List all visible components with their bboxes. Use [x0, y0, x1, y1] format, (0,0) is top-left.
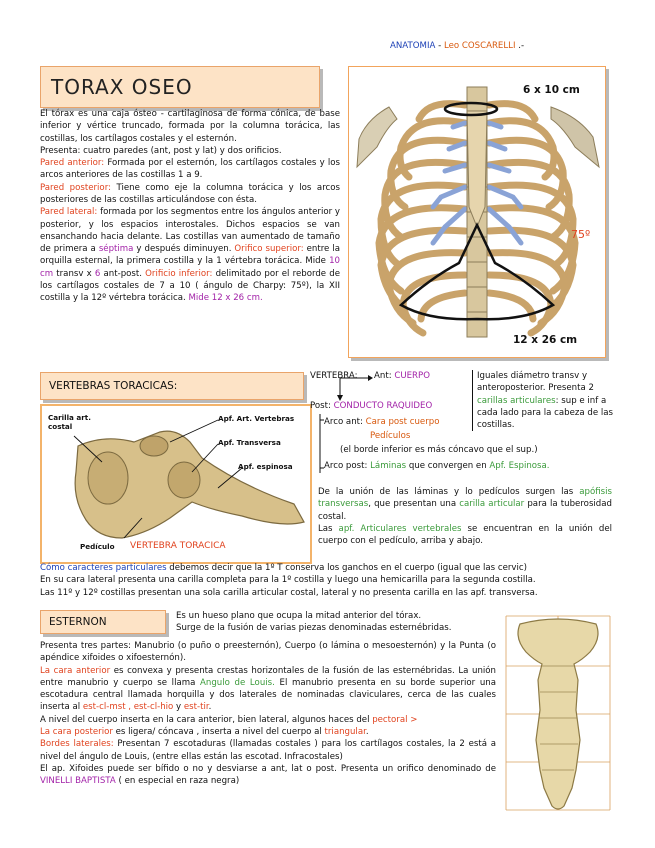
header-subject: ANATOMIA — [390, 41, 436, 51]
esternon-partes: Presenta tres partes: Manubrio (o puño o preesternón), Cuerpo (o lámina o mesoesternón) y la Punta (o apéndice xifoides o xifoesternón). — [40, 641, 496, 664]
ribcage-figure — [348, 66, 606, 358]
muscle-est-cl-mst: est-cl-mst — [82, 702, 126, 713]
and-sep: y — [173, 702, 184, 713]
union-text-1: De la unión de las láminas y lo pedículos surgen las — [318, 487, 580, 497]
arco-ant-label: Arco ant: — [324, 417, 363, 427]
apf-esp-label: Apf. espinosa — [238, 462, 293, 471]
union-paragraph — [318, 486, 612, 523]
orificio-superior-dim: 10 cm — [40, 256, 340, 279]
comma-sep: , — [125, 702, 134, 713]
xifoides-text: El ap. Xifoides puede ser bífido o no y desviarse a ant, lat o post. Presenta un orifico denominado de — [40, 763, 496, 774]
orificio-superior-text-2: transv x — [53, 268, 95, 279]
caracteres-line-2: En su cara lateral presenta una carilla completa para la 1º costilla y luego una hemicarilla para la segunda costilla. — [40, 575, 536, 586]
sternum-illustration — [498, 610, 618, 820]
thorax-intro: El tórax es una caja ósteo - cartilaginosa de forma cónica, de base inferior y vértice truncado, formada por la columna torácica, las costillas, los cartílagos costales y el esternón. — [40, 109, 340, 144]
orificio-inferior-dim: Mide 12 x 26 cm. — [188, 293, 263, 304]
vinelli-label: VINELLI BAPTISTA — [40, 776, 116, 787]
vertebras-title-box — [40, 372, 304, 400]
header-separator: - — [435, 41, 444, 51]
caracteres-label: Cómo caracteres particulares — [40, 563, 167, 573]
convergen-text: que convergen en — [406, 461, 490, 471]
esternon-line-2: Surge de la fusión de varias piezas denominadas esternébridas. — [176, 623, 452, 634]
esternon-line-1: Es un hueso plano que ocupa la mitad anterior del tórax. — [176, 611, 422, 621]
cuerpo-label: CUERPO — [394, 371, 430, 381]
cara-posterior-text: es ligera/ cóncava , inserta a nivel del cuerpo al — [112, 726, 325, 737]
conducto-label: CONDUCTO RAQUIDEO — [333, 401, 433, 411]
cuerpo-desc-2: : sup e inf a cada lado para la cabeza de las costillas. — [477, 395, 614, 431]
vertebras-title: VERTEBRAS TORACICAS: — [49, 380, 178, 392]
cuerpo-desc-1: Iguales diámetro transv y anteroposterior. Presenta 2 — [477, 371, 594, 394]
vertebra-word: VERTEBRA: — [310, 371, 358, 381]
caracteres-text-1: debemos decir que la 1º T conserva los ganchos en el cuerpo (igual que las cervic) — [166, 563, 527, 573]
pared-posterior-text: Tiene como eje la columna torácica y los arcos posteriores de las costillas articulándose con ésta. — [40, 182, 341, 205]
header-tail: .- — [515, 41, 525, 51]
charpy-angle: 75º — [571, 228, 591, 241]
bordes-label: Bordes laterales: — [40, 739, 114, 750]
cara-posterior-paragraph — [40, 726, 496, 738]
post-label: Post: — [310, 401, 331, 411]
nivel-cuerpo-paragraph — [40, 714, 496, 726]
caracteres-line-3: Las 11º y 12º costillas presentan una sola carilla articular costal, lateral y no presenta carilla en las apf. transversa. — [40, 587, 538, 598]
esternon-intro — [176, 610, 496, 635]
orificio-superior-text: entre la orquilla esternal, la primera costilla y la 1 vértebra torácica. Mide — [40, 244, 340, 267]
cara-posterior-label: La cara posterior — [40, 726, 113, 737]
orificio-superior-text-3: ant-post. — [100, 268, 146, 279]
post-row — [310, 400, 432, 412]
muscle-est-tir: est-tir — [183, 702, 209, 713]
pared-lateral-label: Pared lateral: — [40, 207, 98, 218]
page-header — [390, 40, 524, 52]
pared-lateral-paragraph — [40, 206, 340, 304]
pared-lateral-text: formada por los segmentos entre los ángulos anterior y posterior, y los espacios interostales. Dichos espacios se van ensanchando hacia delante. Las costillas van aumentado de tamaño de primera a — [40, 207, 340, 255]
ribcage-illustration — [349, 67, 605, 357]
caracteres-paragraph — [40, 562, 614, 599]
ant-label: Ant: — [374, 371, 392, 381]
orificio-inferior-text: delimitado por el reborde de los cartílagos costales de 7 a 10 ( ángulo de Charpy: 75º), la XII costilla y la 12º vértebra torácica. — [40, 268, 340, 304]
superior-aperture-dim: 6 x 10 cm — [523, 84, 580, 96]
esternon-title-box — [40, 610, 166, 634]
cuerpo-box — [472, 370, 617, 431]
orificio-inferior-label: Orificio inferior: — [145, 268, 213, 279]
nivel-cuerpo-text: A nivel del cuerpo inserta en la cara anterior, bien lateral, algunos haces del — [40, 714, 373, 725]
apf-art-label: Apf. Art. Vertebras — [218, 414, 295, 423]
cara-anterior-text-2: El manubrio presenta en su borde superior una escotadura central llamada horquilla y dos laterales de nominadas claviculares, cerca de las cuales inserta al — [40, 677, 496, 713]
apf-art-text: se encuentran en la unión del cuerpo con el pedículo, arriba y abajo. — [318, 523, 613, 547]
vertebra-paragraphs — [318, 486, 612, 547]
xifoides-text-2: ( en especial en raza negra) — [115, 776, 240, 787]
cara-post-label: Cara post cuerpo — [365, 417, 440, 427]
arco-post-row — [324, 460, 550, 472]
septima-highlight: séptima — [98, 244, 134, 255]
carilla-label — [48, 414, 91, 431]
carillas-articulares: carillas articulares — [477, 395, 556, 406]
pared-posterior-label: Pared posterior: — [40, 182, 111, 193]
angulo-louis: Angulo de Louis. — [200, 677, 275, 688]
period-sep: . — [208, 702, 212, 713]
vertebra-figure — [40, 404, 312, 564]
esternon-body — [40, 640, 496, 787]
inferior-aperture-dim: 12 x 26 cm — [513, 334, 578, 346]
page-title: TORAX OSEO — [51, 75, 193, 99]
cara-anterior-paragraph — [40, 665, 496, 714]
thorax-presenta: Presenta: cuatro paredes (ant, post y lat) y dos orificios. — [40, 145, 282, 156]
arco-post-label: Arco post: — [324, 461, 368, 471]
page-title-box — [40, 66, 320, 108]
muscle-est-cl-hio: est-cl-hio — [133, 702, 174, 713]
union-text-3: para la tuberosidad costal. — [318, 499, 612, 522]
pared-lateral-text-2: y después diminuyen. — [133, 244, 235, 255]
cara-anterior-text-1: es convexa y presenta crestas horizontales de la fusión de las esternébridas. La unión entre manubrio y cuerpo se llama — [40, 665, 496, 688]
pared-posterior-paragraph — [40, 182, 340, 207]
pared-anterior-paragraph — [40, 157, 340, 182]
carilla-label-2: costal — [48, 421, 73, 431]
orificio-superior-dim-2: 6 — [94, 268, 101, 279]
pectoral-label: pectoral > — [372, 714, 418, 725]
cara-posterior-end: . — [365, 726, 369, 737]
union-text-2: , que presentan una — [368, 499, 460, 510]
carilla-label-1: Carilla art. — [48, 413, 91, 422]
apf-art-paragraph — [318, 523, 612, 548]
pared-anterior-text: Formada por el esternón, los cartílagos costales y los arcos anteriores de las costillas 1 a 9. — [40, 158, 340, 181]
bordes-text: Presentan 7 escotaduras (llamadas costales ) para los cartílagos costales, la 2 está a nivel del ángulo de Louis, (entre ellas están las escotad. Infracostales) — [40, 739, 496, 762]
pediculo-label: Pedículo — [80, 542, 115, 551]
apf-articulares: apf. Articulares vertebrales — [338, 523, 462, 534]
carilla-articular: carilla articular — [459, 499, 525, 510]
bordes-paragraph — [40, 738, 496, 763]
esternon-title: ESTERNON — [49, 616, 107, 628]
cara-anterior-label: La cara anterior — [40, 665, 111, 676]
sternum-figure — [498, 610, 618, 820]
arco-ant-row — [324, 416, 439, 428]
borde-note: (el borde inferior es más cóncavo que el sup.) — [340, 445, 538, 455]
apf-esp-diagram-label: Apf. Espinosa. — [489, 461, 550, 471]
ant-row — [374, 370, 430, 382]
triangular-label: triangular — [324, 726, 366, 737]
thorax-description — [40, 108, 340, 305]
pediculos-label: Pedículos — [370, 431, 411, 441]
las-text: Las — [318, 523, 339, 534]
xifoides-paragraph — [40, 763, 496, 788]
vertebra-caption: VERTEBRA TORACICA — [130, 541, 226, 551]
header-author: Leo COSCARELLI — [443, 41, 516, 51]
apf-trans-label: Apf. Transversa — [218, 438, 281, 447]
pared-anterior-label: Pared anterior: — [40, 158, 105, 169]
orificio-superior-label: Orifico superior: — [234, 244, 304, 255]
caracteres-line-1 — [40, 562, 614, 574]
laminas-label: Láminas — [370, 461, 407, 471]
apofisis-transversas: apófisis transversas — [318, 487, 612, 510]
